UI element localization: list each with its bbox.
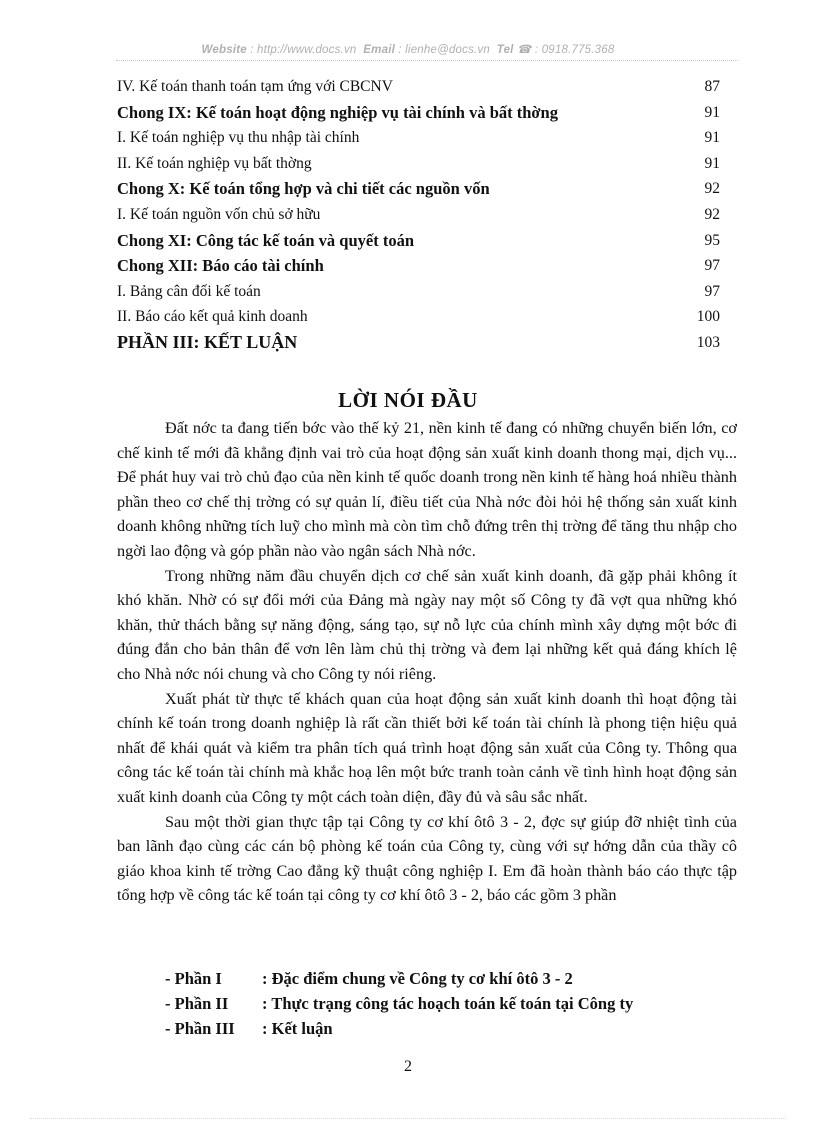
toc-row [117, 202, 720, 228]
toc-entry-page: 97 [704, 257, 720, 275]
header-divider [116, 60, 738, 61]
body-paragraph: Trong những năm đầu chuyển dịch cơ chế sản xuất kinh doanh, đã gặp phải không ít khó khăn. Nhờ có sự đổi mới của Đảng mà ngày nay một số Công ty đã vợt qua những khó khăn, thử thách bằng sự năng động, sáng tạo, sự nỗ lực của chính mình xây dựng một bớc đi đúng đắn cho bản thân để vơn lên làm chủ thị trờng và đem lại những kết quả đáng khích lệ cho Nhà nớc nói chung và cho Công ty nói riêng. [117, 566, 737, 683]
table-of-contents [117, 74, 720, 356]
toc-entry-label: PHẦN III: KẾT LUẬN [117, 331, 298, 352]
toc-entry-page: 92 [704, 180, 720, 198]
email-label: Email [363, 44, 395, 56]
body-paragraph: Sau một thời gian thực tập tại Công ty cơ khí ôtô 3 - 2, đợc sự giúp đỡ nhiệt tình của ban lãnh đạo cùng các cán bộ phòng kế toán của Công ty, cùng với sự hớng dẫn của thầy cô giáo khoa kinh tế trờng Cao đẳng kỹ thuật công nghiệp I. Em đã hoàn thành báo cáo thực tập tổng hợp về công tác kế toán tại công ty cơ khí ôtô 3 - 2, báo các gồm 3 phần [117, 812, 737, 905]
toc-entry-page: 87 [704, 78, 720, 95]
body-paragraph: Xuất phát từ thực tế khách quan của hoạt động sản xuất kinh doanh thì hoạt động tài chính kế toán trong doanh nghiệp là rất cần thiết bởi kế toán tài chính là phong tiện hiệu quả nhất để khái quát và kiểm tra phân tích quá trình hoạt động sản xuất của Công ty. Thông qua công tác kế toán tài chính mà khắc hoạ lên một bức tranh toàn cảnh về tình hình hoạt động sản xuất kinh doanh của Công ty một cách toàn diện, đầy đủ và sâu sắc nhất. [117, 689, 737, 806]
toc-row [117, 74, 720, 100]
tel-label: Tel [496, 44, 514, 56]
toc-entry-page: 91 [704, 103, 720, 121]
email-value[interactable]: : lienhe@docs.vn [398, 44, 490, 56]
toc-row [117, 304, 720, 330]
toc-entry-label: Chong XI: Công tác kế toán và quyết toán [117, 230, 415, 250]
toc-row [117, 228, 720, 254]
toc-row [117, 100, 720, 126]
report-parts-list [165, 966, 633, 1041]
page-header [0, 42, 816, 56]
toc-row [117, 176, 720, 202]
toc-row [117, 330, 720, 356]
toc-row [117, 151, 720, 177]
toc-entry-page: 92 [704, 205, 720, 223]
toc-entry-page: 103 [696, 333, 720, 351]
website-label: Website [201, 44, 247, 56]
part-key: - Phần II [165, 994, 229, 1013]
tel-value: ☎ : 0918.775.368 [516, 44, 615, 56]
part-key: - Phần III [165, 1019, 235, 1038]
toc-row [117, 253, 720, 279]
toc-entry-label: IV. Kế toán thanh toán tạm ứng với CBCNV [117, 78, 393, 95]
toc-entry-label: II. Báo cáo kết quả kinh doanh [117, 308, 308, 326]
toc-entry-page: 97 [704, 282, 720, 300]
toc-entry-label: I. Kế toán nguồn vốn chủ sở hữu [117, 205, 321, 223]
list-item [165, 966, 633, 991]
foreword-body [117, 416, 737, 908]
toc-entry-label: Chong IX: Kế toán hoạt động nghiệp vụ tài chính và bất thờng [117, 102, 558, 122]
toc-entry-page: 100 [696, 308, 720, 326]
part-value: : Đặc điểm chung về Công ty cơ khí ôtô 3 - 2 [262, 969, 573, 988]
part-value: : Kết luận [262, 1019, 333, 1038]
toc-entry-label: Chong X: Kế toán tổng hợp và chi tiết các nguồn vốn [117, 179, 490, 199]
toc-entry-page: 95 [704, 231, 720, 249]
toc-entry-label: Chong XII: Báo cáo tài chính [117, 256, 324, 276]
list-item [165, 991, 633, 1016]
body-paragraph: Đất nớc ta đang tiến bớc vào thế kỷ 21, nền kinh tế đang có những chuyển biến lớn, cơ chế kinh tế mới đã khẳng định vai trò của hoạt động sản xuất kinh doanh thong mại, dịch vụ... Để phát huy vai trò chủ đạo của nền kinh tế quốc doanh trong nền kinh tế hàng hoá nhiều thành phần theo cơ chế thị trờng có sự quản lí, điều tiết của Nhà nớc đòi hỏi hệ thống sản xuất kinh doanh không những tích luỹ cho mình mà còn tìm chỗ đứng trên thị trờng để tăng thu nhập cho ngời lao động và góp phần nào vào ngân sách Nhà nớc. [117, 419, 737, 560]
part-value: : Thực trạng công tác hoạch toán kế toán tại Công ty [262, 994, 634, 1013]
toc-row [117, 279, 720, 305]
toc-entry-page: 91 [704, 154, 720, 172]
list-item [165, 1016, 633, 1041]
toc-entry-label: I. Kế toán nghiệp vụ thu nhập tài chính [117, 129, 360, 147]
section-title: LỜI NÓI ĐẦU [338, 388, 478, 412]
website-value[interactable]: : http://www.docs.vn [250, 44, 357, 56]
toc-entry-label: II. Kế toán nghiệp vụ bất thờng [117, 154, 312, 172]
toc-row [117, 125, 720, 151]
part-key: - Phần I [165, 969, 222, 988]
footer-divider [30, 1118, 786, 1119]
toc-entry-label: I. Bảng cân đối kế toán [117, 282, 261, 300]
page-number: 2 [404, 1058, 412, 1075]
toc-entry-page: 91 [704, 129, 720, 147]
